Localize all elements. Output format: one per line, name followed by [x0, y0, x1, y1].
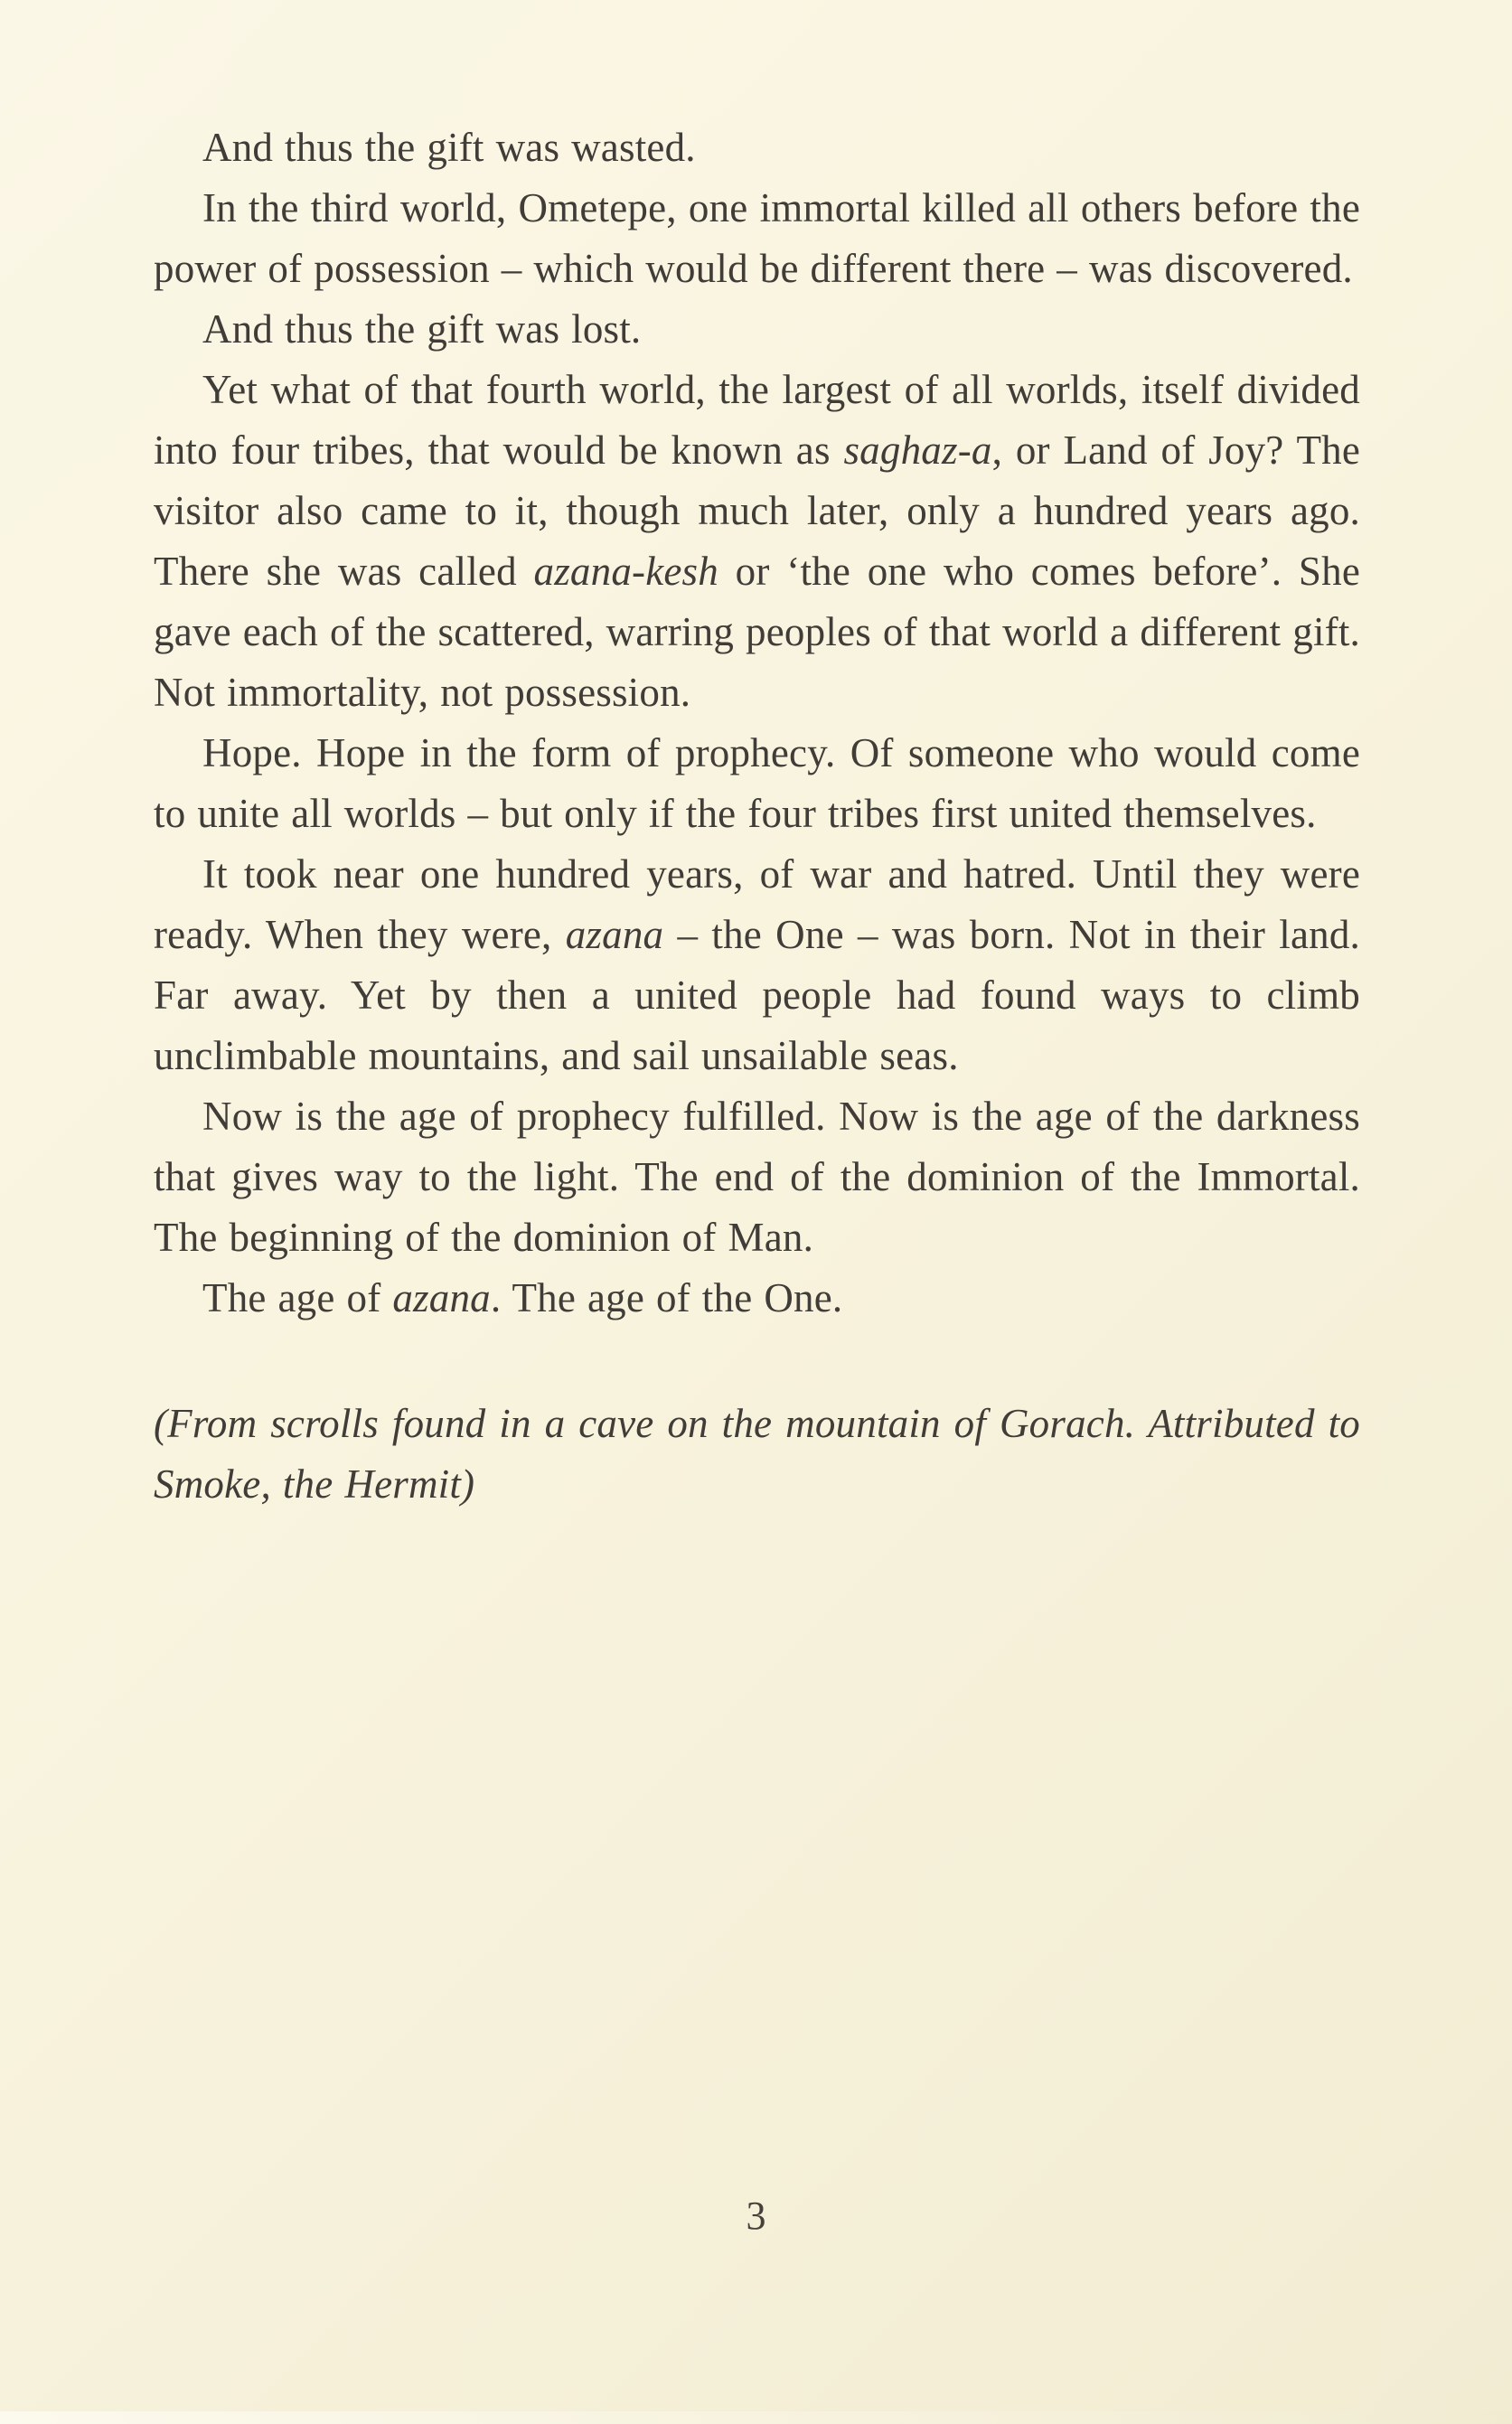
italic-term-saghaz-a: saghaz-a [843, 427, 992, 473]
paragraph-text: – the One – was born. Not in their land. Far away. Yet by then a united people had found ways to climb unclimbable mountains, and sail unsailable seas. [154, 912, 1360, 1078]
attribution-note [154, 1394, 1360, 1515]
paragraph-6 [154, 844, 1360, 1086]
paragraph-7 [154, 1086, 1360, 1268]
paragraph-text: In the third world, Ometepe, one immortal killed all others before the power of possession – which would be different there – was discovered. [154, 185, 1360, 291]
page-text [154, 117, 1360, 1515]
paragraph-text: , or Land of Joy? The visitor also came to it, though much later, only a hundred years ago. There she was called [154, 427, 1360, 594]
paragraph-2 [154, 178, 1360, 299]
paragraph-text: And thus the gift was lost. [202, 306, 642, 352]
paragraph-text: It took near one hundred years, of war and hatred. Until they were ready. When they were, [154, 851, 1360, 957]
paragraph-text: . The age of the One. [490, 1275, 843, 1320]
paragraph-3 [154, 299, 1360, 360]
paragraph-text: And thus the gift was wasted. [202, 125, 696, 170]
page-number: 3 [746, 2194, 766, 2238]
paragraph-5 [154, 723, 1360, 844]
paragraph-text: Yet what of that fourth world, the largest of all worlds, itself divided into four tribes, that would be known as [154, 367, 1360, 473]
paragraph-text: The age of [202, 1275, 393, 1320]
paragraph-text: or ‘the one who comes before’. She gave each of the scattered, warring peoples of that world a different gift. Not immortality, not possession. [154, 549, 1361, 715]
italic-term-azana: azana [392, 1275, 491, 1320]
italic-term-azana: azana [565, 912, 664, 957]
italic-term-azana-kesh: azana-kesh [533, 549, 718, 594]
paragraph-text: Hope. Hope in the form of prophecy. Of someone who would come to unite all worlds – but only if the four tribes first united themselves. [154, 730, 1360, 836]
attribution-text: (From scrolls found in a cave on the mountain of Gorach. Attributed to Smoke, the Hermit) [154, 1401, 1360, 1507]
paragraph-4 [154, 360, 1360, 723]
page-bottom-edge [0, 2411, 1512, 2424]
paragraph-8 [154, 1268, 1360, 1329]
paragraph-1 [154, 117, 1360, 178]
paragraph-text: Now is the age of prophecy fulfilled. Now is the age of the darkness that gives way to the light. The end of the dominion of the Immortal. The beginning of the dominion of Man. [154, 1094, 1360, 1260]
